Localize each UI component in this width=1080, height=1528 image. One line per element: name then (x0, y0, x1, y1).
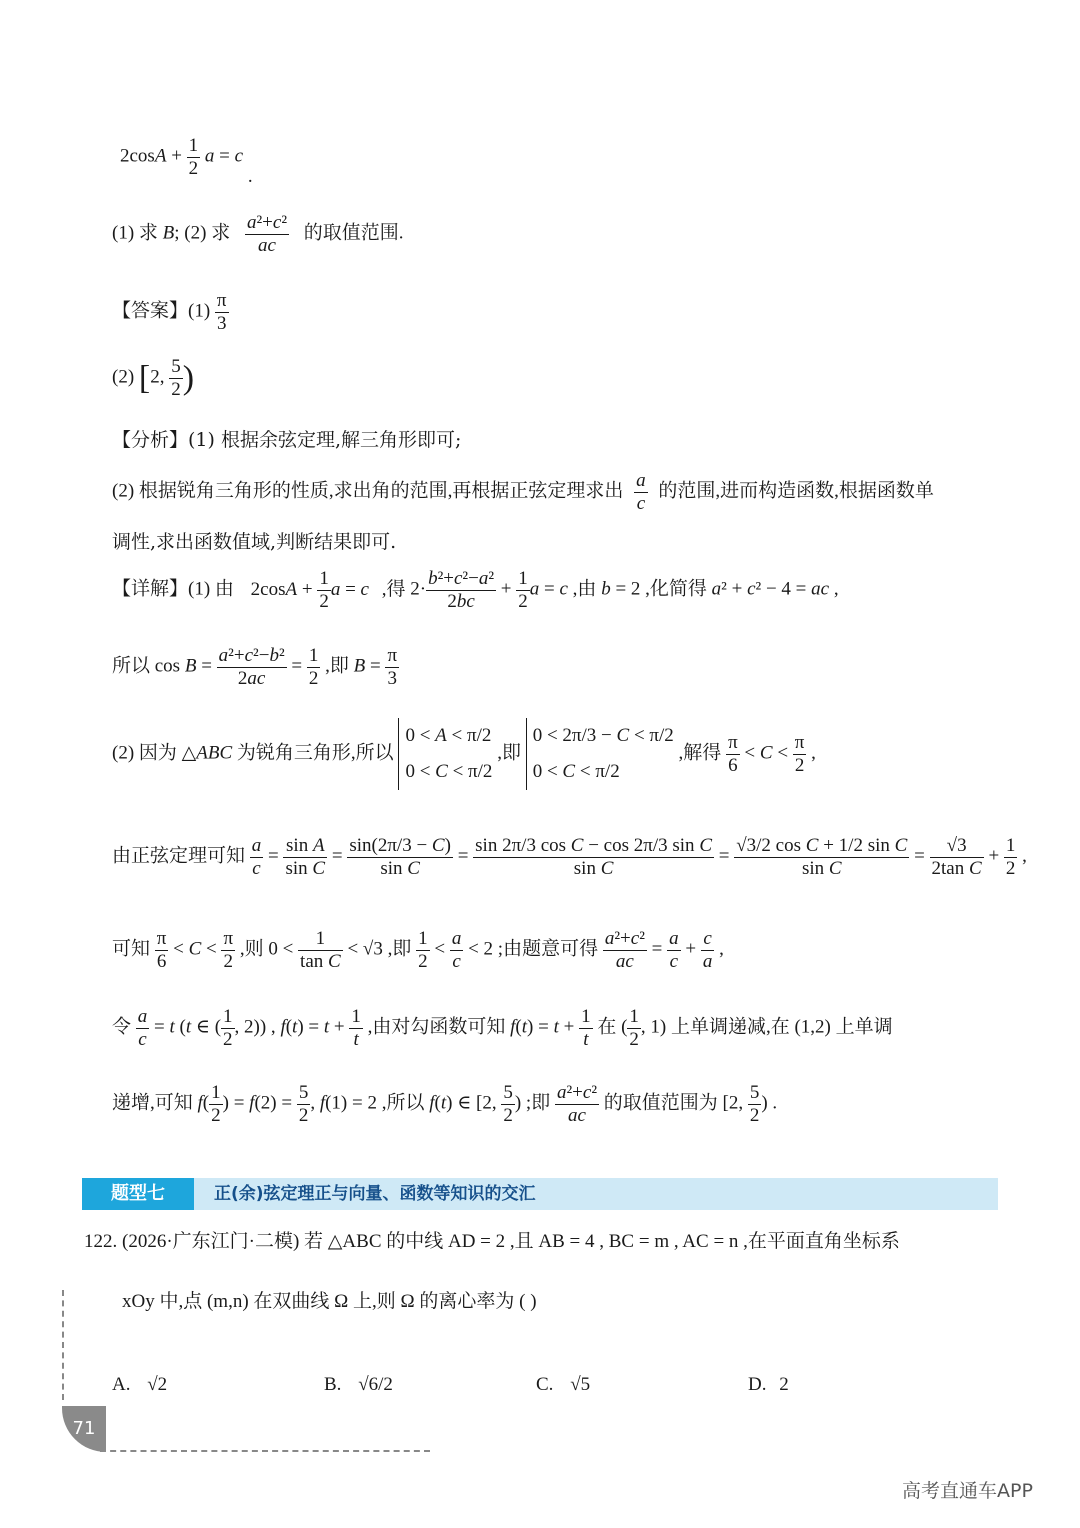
dashed-border-horizontal (100, 1450, 430, 1452)
option-value: √2 (147, 1374, 168, 1395)
detail-line-2: 所以 cos B = $\frac{\text{a²+c²−b²}}{2ac}$ = $\frac{1}{2}$ ,即 B = $\frac{\pi}{3}$ (112, 645, 398, 689)
question-line-1: 122. (2026·广东江门·二模) 若 △ABC 的中线 AD = 2 ,且 AB = 4 , BC = m , AC = n ,在平面直角坐标系 (84, 1231, 900, 1252)
detail-line-5: 可知 $\frac{\pi}{6}$ < C < $\frac{\pi}{2}$ ,则 0 < $\frac{1}{\text{tan C}}$ < √3 ,即 $\frac{1}{2}$ < $\frac{a}{c}$ < 2 ;由题意可得 $\frac{\text{a²+c²}}{ac}$ = $\frac{a}{c}$ + $\frac{c}{a}$ , (112, 928, 724, 972)
option-value: √5 (570, 1374, 591, 1395)
detail-line-3: (2) 因为 △ABC 为锐角三角形,所以 0 < A < π/2 0 < C < π/2 ,即 0 < 2π/3 − C < π/2 0 < C < π/2 ,解得 $\frac{\pi}{6}$ < C < $\frac{\pi}{2}$ , (112, 718, 816, 790)
option-d[interactable] (748, 1374, 789, 1396)
section-title: 正(余)弦定理正与向量、函数等知识的交汇 (214, 1184, 536, 1204)
question-parts-line: (1) 求 B; (2) 求 $\frac{\text{a²+c²}}{ac}$ 的取值范围. (112, 212, 404, 256)
detail-line-1: 【详解】(1) 由 2cosA + $\frac{1}{2}$ a = c ,得 2· $\frac{\text{b²+c²−a²}}{2bc}$ + $\frac{1}{2}$ a = c ,由 b = 2 ,化简得 a² + c² − 4 = ac , (112, 568, 839, 612)
detail-line-4: 由正弦定理可知 $\frac{a}{c}$ = $\frac{\text{sin A}}{\text{sin C}}$ = $\frac{\sin(2\pi/3 - C)}{\text{sin C}}$ = $\frac{\text{sin 2π/3 cos C − cos 2π/3 sin C}}{\text{sin C}}$ = $\frac{\text{√3/2 cos C + 1/2 sin C}}{\text{sin C}}$ = $\frac{√3}{\text{2tan C}}$ + $\frac{1}{2}$ , (112, 835, 1027, 879)
analysis-line-1: 【分析】(1) 根据余弦定理,解三角形即可; (112, 429, 462, 451)
section-tag: 题型七 (82, 1178, 194, 1210)
answer-line-1: 【答案】(1) $\frac{\pi}{3}$ (112, 290, 227, 334)
option-label: A. (112, 1374, 131, 1395)
detail-line-6: 令 $\frac{a}{c}$ = t (t ∈ ( $\frac{1}{2}$ , 2)) , f(t) = t + $\frac{1}{t}$ ,由对勾函数可知 f(t) = t + $\frac{1}{t}$ 在 ( $\frac{1}{2}$ , 1) 上单调递减,在 (1,2) 上单调 (112, 1006, 893, 1050)
equation-line-1: 2cosA + $\frac{1}{2}$ a = c . (120, 135, 253, 187)
watermark: 高考直通车APP (902, 1480, 1033, 1502)
option-c[interactable] (536, 1374, 590, 1396)
option-label: C. (536, 1374, 554, 1395)
option-a[interactable] (112, 1374, 167, 1396)
analysis-line-2: (2) 根据锐角三角形的性质,求出角的范围,再根据正弦定理求出 $\frac{a}{c}$ 的范围,进而构造函数,根据函数单 (112, 470, 934, 514)
question-line-2: xOy 中,点 (m,n) 在双曲线 Ω 上,则 Ω 的离心率为 ( ) (122, 1291, 537, 1312)
option-b[interactable] (324, 1374, 393, 1396)
option-value: √6/2 (358, 1374, 393, 1395)
option-label: D. (748, 1374, 767, 1395)
section-title-bar (82, 1178, 998, 1210)
answer-line-2: (2) [2, $\frac{5}{2}$ ) (112, 356, 195, 400)
detail-line-7: 递增,可知 f( $\frac{1}{2}$ ) = f(2) = $\frac{5}{2}$ , f(1) = 2 ,所以 f(t) ∈ [2, $\frac{5}{2}$ ) ;即 $\frac{\text{a²+c²}}{ac}$ 的取值范围为 [2, $\frac{5}{2}$ ) . (112, 1082, 778, 1126)
page-number: 71 (62, 1406, 106, 1452)
dashed-border-vertical (62, 1290, 64, 1400)
option-label: B. (324, 1374, 342, 1395)
analysis-line-3: 调性,求出函数值域,判断结果即可. (112, 531, 397, 553)
option-value: 2 (779, 1374, 789, 1395)
